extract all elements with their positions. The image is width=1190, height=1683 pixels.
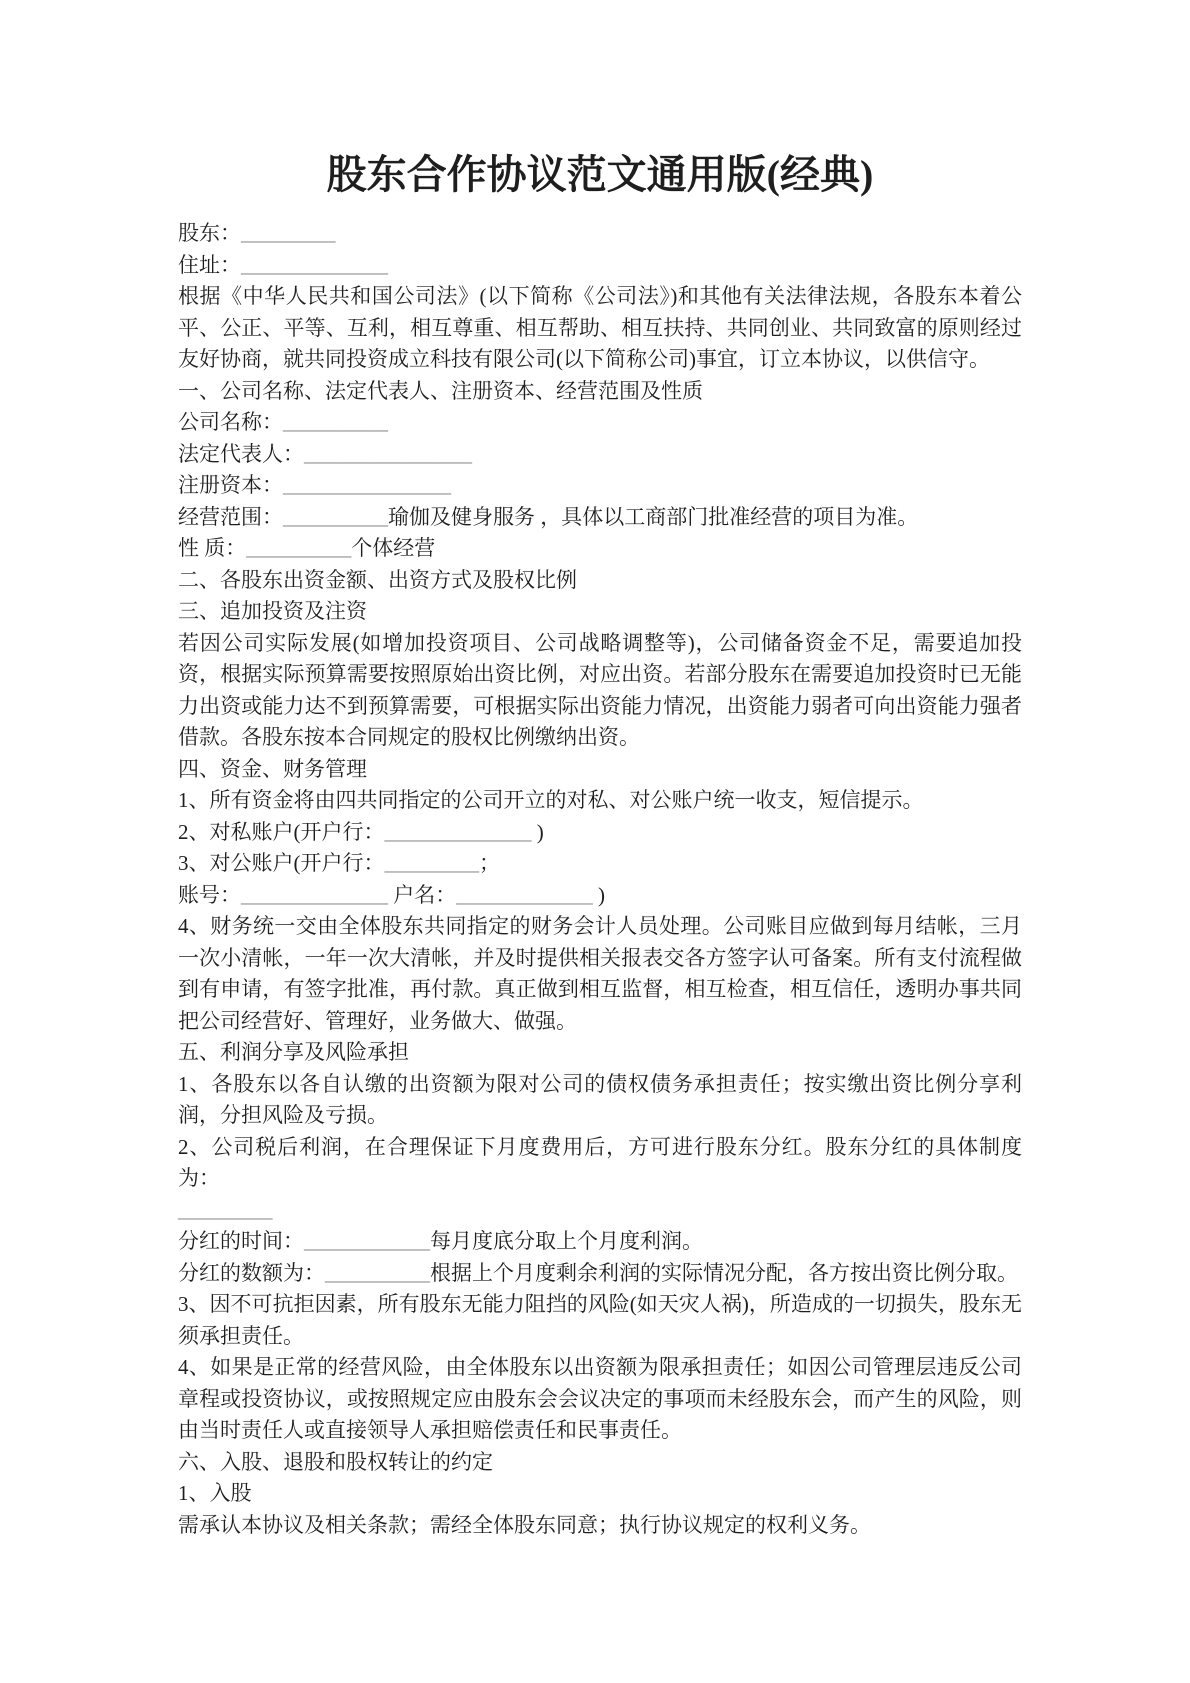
section-4-heading xyxy=(178,754,1022,786)
text-run: 二、各股东出资金额、出资方式及股权比例 xyxy=(178,567,577,592)
section-4-item-3 xyxy=(178,848,1022,880)
text-run: 若因公司实际发展(如增加投资项目、公司战略调整等)，公司储备资金不足，需要追加投资，根据实际预算需要按照原始出资比例，对应出资。若部分股东在需要追加投资时已无能力出资或能力达不到预算需要，可根据实际出资能力情况，出资能力弱者可向出资能力强者借款。各股东按本合同规定的股权比例缴纳出资。 xyxy=(178,630,1022,749)
text-run: 3、对公账户(开户行： xyxy=(178,851,385,875)
section-3-heading xyxy=(178,596,1022,628)
dividend-time-line xyxy=(178,1226,1022,1258)
fill-in-blank: _____________ xyxy=(456,882,593,907)
section-5-item-4 xyxy=(178,1352,1022,1447)
text-run: ) xyxy=(592,882,605,907)
text-run: 分红的时间： xyxy=(178,1229,304,1253)
dividend-system-blank-line xyxy=(178,1195,1022,1227)
text-run: 分红的数额为： xyxy=(178,1260,325,1285)
fill-in-blank: ________________ xyxy=(283,473,451,497)
section-1-heading xyxy=(178,376,1022,408)
text-run: 2、对私账户(开户行： xyxy=(178,819,385,844)
fill-in-blank: ______________ xyxy=(241,882,388,907)
fill-in-blank: __________ xyxy=(325,1260,430,1285)
text-run: 六、入股、退股和股权转让的约定 xyxy=(178,1449,493,1474)
text-run: 1、各股东以各自认缴的出资额为限对公司的债权债务承担责任；按实缴出资比例分享利润，分担风险及亏损。 xyxy=(178,1071,1022,1127)
document-body xyxy=(178,218,1022,1541)
section-2-heading xyxy=(178,565,1022,597)
company-name-line xyxy=(178,407,1022,439)
text-run: 需承认本协议及相关条款；需经全体股东同意；执行协议规定的权利义务。 xyxy=(178,1512,871,1537)
preamble-paragraph xyxy=(178,281,1022,376)
text-run: 账号： xyxy=(178,882,241,907)
text-run: 四、资金、财务管理 xyxy=(178,756,367,781)
text-run: 4、财务统一交由全体股东共同指定的财务会计人员处理。公司账目应做到每月结帐，三月一次小清帐，一年一次大清帐，并及时提供相关报表交各方签字认可备案。所有支付流程做到有申请，有签字批准，再付款。真正做到相互监督，相互检查，相互信任，透明办事共同把公司经营好、管理好，业务做大、做强。 xyxy=(178,914,1022,1033)
fill-in-blank: ______________ xyxy=(241,252,388,277)
section-6-item-1 xyxy=(178,1478,1022,1510)
section-6-item-1-body xyxy=(178,1510,1022,1542)
section-5-item-1 xyxy=(178,1069,1022,1132)
text-run: 经营范围： xyxy=(178,504,283,529)
section-5-item-2 xyxy=(178,1132,1022,1195)
text-run: ) xyxy=(531,819,544,844)
nature-line xyxy=(178,533,1022,565)
text-run: ； xyxy=(479,851,500,875)
section-4-item-4 xyxy=(178,911,1022,1037)
text-run: 个体经营 xyxy=(351,536,436,560)
legal-representative-line xyxy=(178,439,1022,471)
fill-in-blank: _________ xyxy=(178,1197,273,1222)
text-run: 公司名称： xyxy=(178,410,283,434)
text-run: 性 质： xyxy=(178,536,247,560)
text-run: 注册资本： xyxy=(178,473,283,497)
text-run: 住址： xyxy=(178,252,241,277)
text-run: 3、因不可抗拒因素，所有股东无能力阻挡的风险(如天灾人祸)，所造成的一切损失，股东无须承担责任。 xyxy=(178,1292,1022,1348)
registered-capital-line xyxy=(178,470,1022,502)
text-run: 三、追加投资及注资 xyxy=(178,599,367,623)
text-run: 股东： xyxy=(178,221,241,245)
fill-in-blank: _________ xyxy=(241,221,336,245)
fill-in-blank: __________ xyxy=(283,410,388,434)
shareholder-blank-line xyxy=(178,218,1022,250)
fill-in-blank: ______________ xyxy=(384,819,532,844)
text-run: 1、入股 xyxy=(178,1481,252,1505)
dividend-amount-line xyxy=(178,1258,1022,1290)
text-run: 户名： xyxy=(388,882,457,907)
fill-in-blank: _________ xyxy=(384,851,479,875)
text-run: 4、如果是正常的经营风险，由全体股东以出资额为限承担责任；如因公司管理层违反公司章程或投资协议，或按照规定应由股东会会议决定的事项而未经股东会，而产生的风险，则由当时责任人或直接领导人承担赔偿责任和民事责任。 xyxy=(178,1355,1022,1442)
business-scope-line xyxy=(178,502,1022,534)
section-3-body xyxy=(178,628,1022,754)
section-5-item-3 xyxy=(178,1289,1022,1352)
text-run: 1、所有资金将由四共同指定的公司开立的对私、对公账户统一收支，短信提示。 xyxy=(178,788,924,812)
text-run: 2、公司税后利润，在合理保证下月度费用后，方可进行股东分红。股东分红的具体制度为： xyxy=(178,1134,1022,1190)
section-4-item-2 xyxy=(178,817,1022,849)
section-4-item-1 xyxy=(178,785,1022,817)
section-6-heading xyxy=(178,1447,1022,1479)
text-run: 五、利润分享及风险承担 xyxy=(178,1040,409,1064)
text-run: 法定代表人： xyxy=(178,441,304,466)
fill-in-blank: __________ xyxy=(246,536,352,560)
fill-in-blank: ____________ xyxy=(304,1229,430,1253)
section-5-heading xyxy=(178,1037,1022,1069)
text-run: 瑜伽及健身服务 ，具体以工商部门批准经营的项目为准。 xyxy=(388,504,919,529)
fill-in-blank: ________________ xyxy=(304,441,472,466)
text-run: 每月度底分取上个月度利润。 xyxy=(430,1229,703,1253)
text-run: 根据上个月度剩余利润的实际情况分配，各方按出资比例分取。 xyxy=(430,1260,1018,1285)
account-number-line xyxy=(178,880,1022,912)
text-run: 一、公司名称、法定代表人、注册资本、经营范围及性质 xyxy=(178,378,703,403)
text-run: 根据《中华人民共和国公司法》(以下简称《公司法》)和其他有关法律法规，各股东本着公平、公正、平等、互利，相互尊重、相互帮助、相互扶持、共同创业、共同致富的原则经过友好协商，就共同投资成立科技有限公司(以下简称公司)事宜，订立本协议，以供信守。 xyxy=(178,284,1022,371)
fill-in-blank: __________ xyxy=(283,504,388,529)
address-blank-line xyxy=(178,250,1022,282)
document-title: 股东合作协议范文通用版(经典) xyxy=(326,152,874,197)
